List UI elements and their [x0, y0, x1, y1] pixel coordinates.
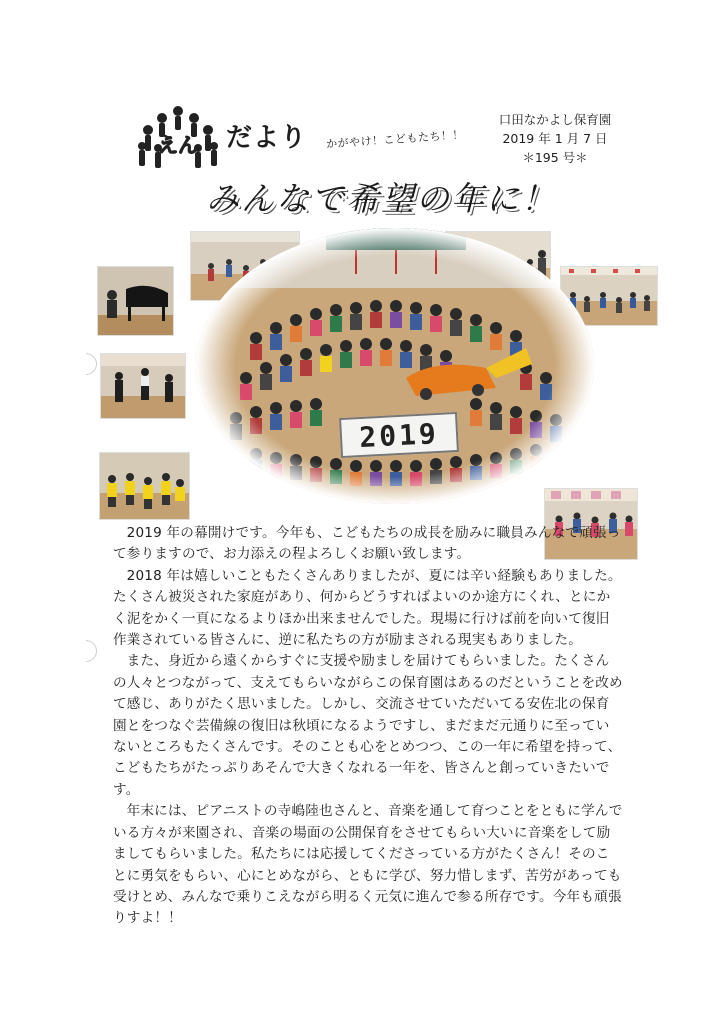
newsletter-title: だより: [226, 123, 308, 153]
headline: みんなで希望の年に！: [206, 179, 556, 218]
org-name: 口田なかよし保育園: [498, 112, 612, 127]
group-photo-2019: [196, 228, 594, 504]
year-sign: 2019: [339, 412, 459, 458]
punch-hole-bottom: [86, 640, 97, 662]
masthead-info: [490, 110, 620, 167]
paragraph-1: 2019 年の幕開けです。今年も、こどもたちの成長を励みに職員みんなで頑張って参りますので、お力添えの程よろしくお願い致します。: [113, 525, 621, 563]
photo-adults-dancing: [100, 353, 186, 419]
photo-yellow-shirts: [99, 452, 190, 520]
logo-text: えん: [158, 133, 198, 157]
paragraph-3: また、身近から遠くからすぐに支援や励ましを届けてもらいました。たくさんの人々とつながって、支えてもらいながらこの保育園はあるのだということを改めて感じ、ありがたく思いました。しかし、交流させていただいてる安佐北の保育園とをつなぐ芸備線の復旧は秋頃になるようですし、まだまだ元通りに至っていないところもたくさんです。そのことも心をとめつつ、この一年に希望を持って、こどもたちがたっぷりあそんで大きくなれる一年を、皆さんと創っていきたいです。: [113, 653, 623, 798]
newsletter-logo: [132, 104, 224, 174]
paragraph-4: 年末には、ピアニストの寺嶋陸也さんと、音楽を通して育つことをともに学んでいる方々が来園され、音楽の場面の公開保育をさせてもらい大いに音楽をして励ましてもらいました。私たちには応援してくださっている方がたくさん！そのことに勇気をもらい、心にとめながら、ともに学び、努力惜しまず、苦労があっても受けとめ、みんなで乗りこえながら明るく元気に進んで参る所存です。今年も頑張りすよ！！: [113, 803, 623, 927]
slogan: かがやけ！こどもたち！！: [325, 128, 465, 151]
paragraph-2: 2018 年は嬉しいこともたくさんありましたが、夏には辛い経験もありました。たくさん被災された家庭があり、何からどうすればよいのか途方にくれ、とにかく泥をかく一頁になるよりほか出来ませんでした。現場に行けば前を向いて復旧作業されている皆さんに、逆に私たちの方が励まされる現実もありました。: [113, 567, 622, 649]
issue-date: 2019 年 1 月 7 日: [502, 131, 608, 146]
article-body: [113, 523, 623, 930]
punch-hole-top: [86, 353, 97, 375]
issue-number: ＊195 号＊: [522, 150, 588, 165]
photo-piano: [97, 266, 174, 336]
